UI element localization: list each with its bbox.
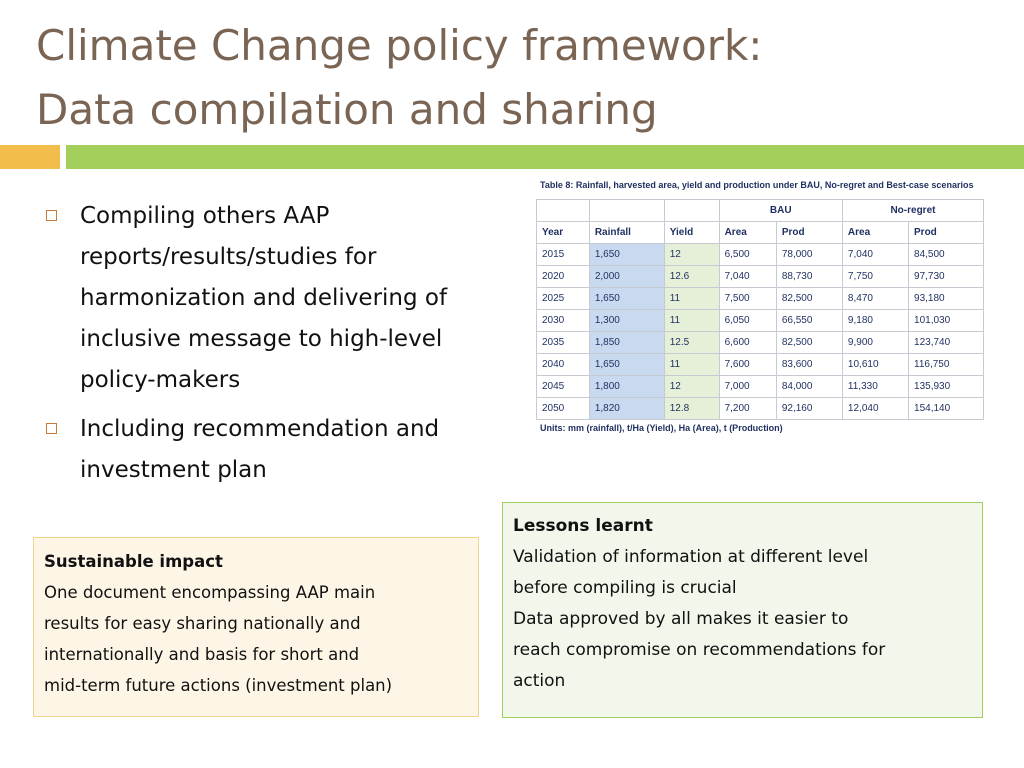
table-cell: 84,500	[909, 244, 984, 266]
table-figure	[536, 180, 988, 433]
sustainable-impact-box	[33, 537, 479, 717]
sustainable-impact-text: One document encompassing AAP main results for easy sharing nationally and internationally and basis for short and mid-term future actions (investment plan)	[44, 583, 393, 695]
column-header: Prod	[776, 222, 842, 244]
column-header: Rainfall	[589, 222, 664, 244]
group-header-empty	[589, 200, 664, 222]
table-cell: 11	[664, 354, 719, 376]
table-cell: 7,000	[719, 376, 776, 398]
table-cell: 82,500	[776, 288, 842, 310]
table-cell: 7,500	[719, 288, 776, 310]
table-cell: 8,470	[842, 288, 908, 310]
bullet-item	[44, 196, 524, 401]
bullet-item	[44, 409, 524, 491]
table-caption: Table 8: Rainfall, harvested area, yield and production under BAU, No-regret and Best-case scenarios	[540, 180, 974, 190]
table-cell: 2035	[537, 332, 590, 354]
table-cell: 6,050	[719, 310, 776, 332]
table-group-header-row	[537, 200, 984, 222]
group-header-empty	[537, 200, 590, 222]
table-cell: 1,300	[589, 310, 664, 332]
sustainable-impact-title: Sustainable impact	[44, 552, 223, 571]
table-cell: 83,600	[776, 354, 842, 376]
bullet-text: Including recommendation and investment plan	[80, 416, 440, 483]
lessons-learnt-title: Lessons learnt	[513, 516, 653, 536]
table-column-header-row	[537, 222, 984, 244]
table-cell: 88,730	[776, 266, 842, 288]
table-cell: 12.8	[664, 398, 719, 420]
slide-title	[36, 14, 996, 142]
data-table	[536, 199, 984, 420]
table-cell: 116,750	[909, 354, 984, 376]
table-cell: 11	[664, 288, 719, 310]
column-header: Area	[719, 222, 776, 244]
table-cell: 1,800	[589, 376, 664, 398]
table-cell: 93,180	[909, 288, 984, 310]
column-header: Year	[537, 222, 590, 244]
slide-title-line-1: Climate Change policy framework:	[36, 21, 763, 70]
table-cell: 82,500	[776, 332, 842, 354]
table-cell: 2040	[537, 354, 590, 376]
table-row	[537, 310, 984, 332]
column-header: Prod	[909, 222, 984, 244]
table-cell: 2,000	[589, 266, 664, 288]
table-cell: 9,180	[842, 310, 908, 332]
table-cell: 2050	[537, 398, 590, 420]
table-cell: 7,600	[719, 354, 776, 376]
lessons-learnt-text: Validation of information at different level before compiling is crucial Data approved by all makes it easier to reach compromise on recommendations for action	[513, 547, 886, 691]
table-cell: 101,030	[909, 310, 984, 332]
table-cell: 1,650	[589, 354, 664, 376]
table-cell: 6,500	[719, 244, 776, 266]
group-header-empty	[664, 200, 719, 222]
table-cell: 1,820	[589, 398, 664, 420]
table-cell: 66,550	[776, 310, 842, 332]
bullet-square-icon	[46, 210, 57, 221]
table-cell: 123,740	[909, 332, 984, 354]
table-row	[537, 288, 984, 310]
table-cell: 1,650	[589, 288, 664, 310]
group-header-bau: BAU	[719, 200, 842, 222]
accent-bar-orange	[0, 145, 60, 169]
table-cell: 7,040	[842, 244, 908, 266]
table-cell: 11	[664, 310, 719, 332]
table-cell: 2020	[537, 266, 590, 288]
bullet-list	[44, 196, 524, 499]
bullet-text: Compiling others AAP reports/results/studies for harmonization and delivering of inclusive message to high-level policy-makers	[80, 203, 448, 393]
table-cell: 6,600	[719, 332, 776, 354]
slide-title-line-2: Data compilation and sharing	[36, 85, 658, 134]
table-row	[537, 398, 984, 420]
table-cell: 135,930	[909, 376, 984, 398]
table-cell: 154,140	[909, 398, 984, 420]
table-cell: 1,650	[589, 244, 664, 266]
table-cell: 78,000	[776, 244, 842, 266]
table-cell: 1,850	[589, 332, 664, 354]
table-cell: 2045	[537, 376, 590, 398]
column-header: Area	[842, 222, 908, 244]
table-cell: 12	[664, 244, 719, 266]
table-cell: 12.5	[664, 332, 719, 354]
table-body	[537, 244, 984, 420]
lessons-learnt-box	[502, 502, 983, 718]
table-row	[537, 266, 984, 288]
table-cell: 10,610	[842, 354, 908, 376]
table-cell: 2015	[537, 244, 590, 266]
table-cell: 7,040	[719, 266, 776, 288]
table-cell: 2030	[537, 310, 590, 332]
column-header: Yield	[664, 222, 719, 244]
table-cell: 7,200	[719, 398, 776, 420]
table-row	[537, 354, 984, 376]
table-cell: 11,330	[842, 376, 908, 398]
table-units-note: Units: mm (rainfall), t/Ha (Yield), Ha (Area), t (Production)	[540, 423, 783, 433]
table-cell: 97,730	[909, 266, 984, 288]
table-cell: 2025	[537, 288, 590, 310]
table-cell: 84,000	[776, 376, 842, 398]
table-row	[537, 376, 984, 398]
table-row	[537, 244, 984, 266]
table-cell: 9,900	[842, 332, 908, 354]
table-cell: 12	[664, 376, 719, 398]
table-cell: 7,750	[842, 266, 908, 288]
table-row	[537, 332, 984, 354]
group-header-no-regret: No-regret	[842, 200, 983, 222]
table-cell: 12.6	[664, 266, 719, 288]
table-cell: 12,040	[842, 398, 908, 420]
table-cell: 92,160	[776, 398, 842, 420]
accent-bar-green	[66, 145, 1024, 169]
bullet-square-icon	[46, 423, 57, 434]
